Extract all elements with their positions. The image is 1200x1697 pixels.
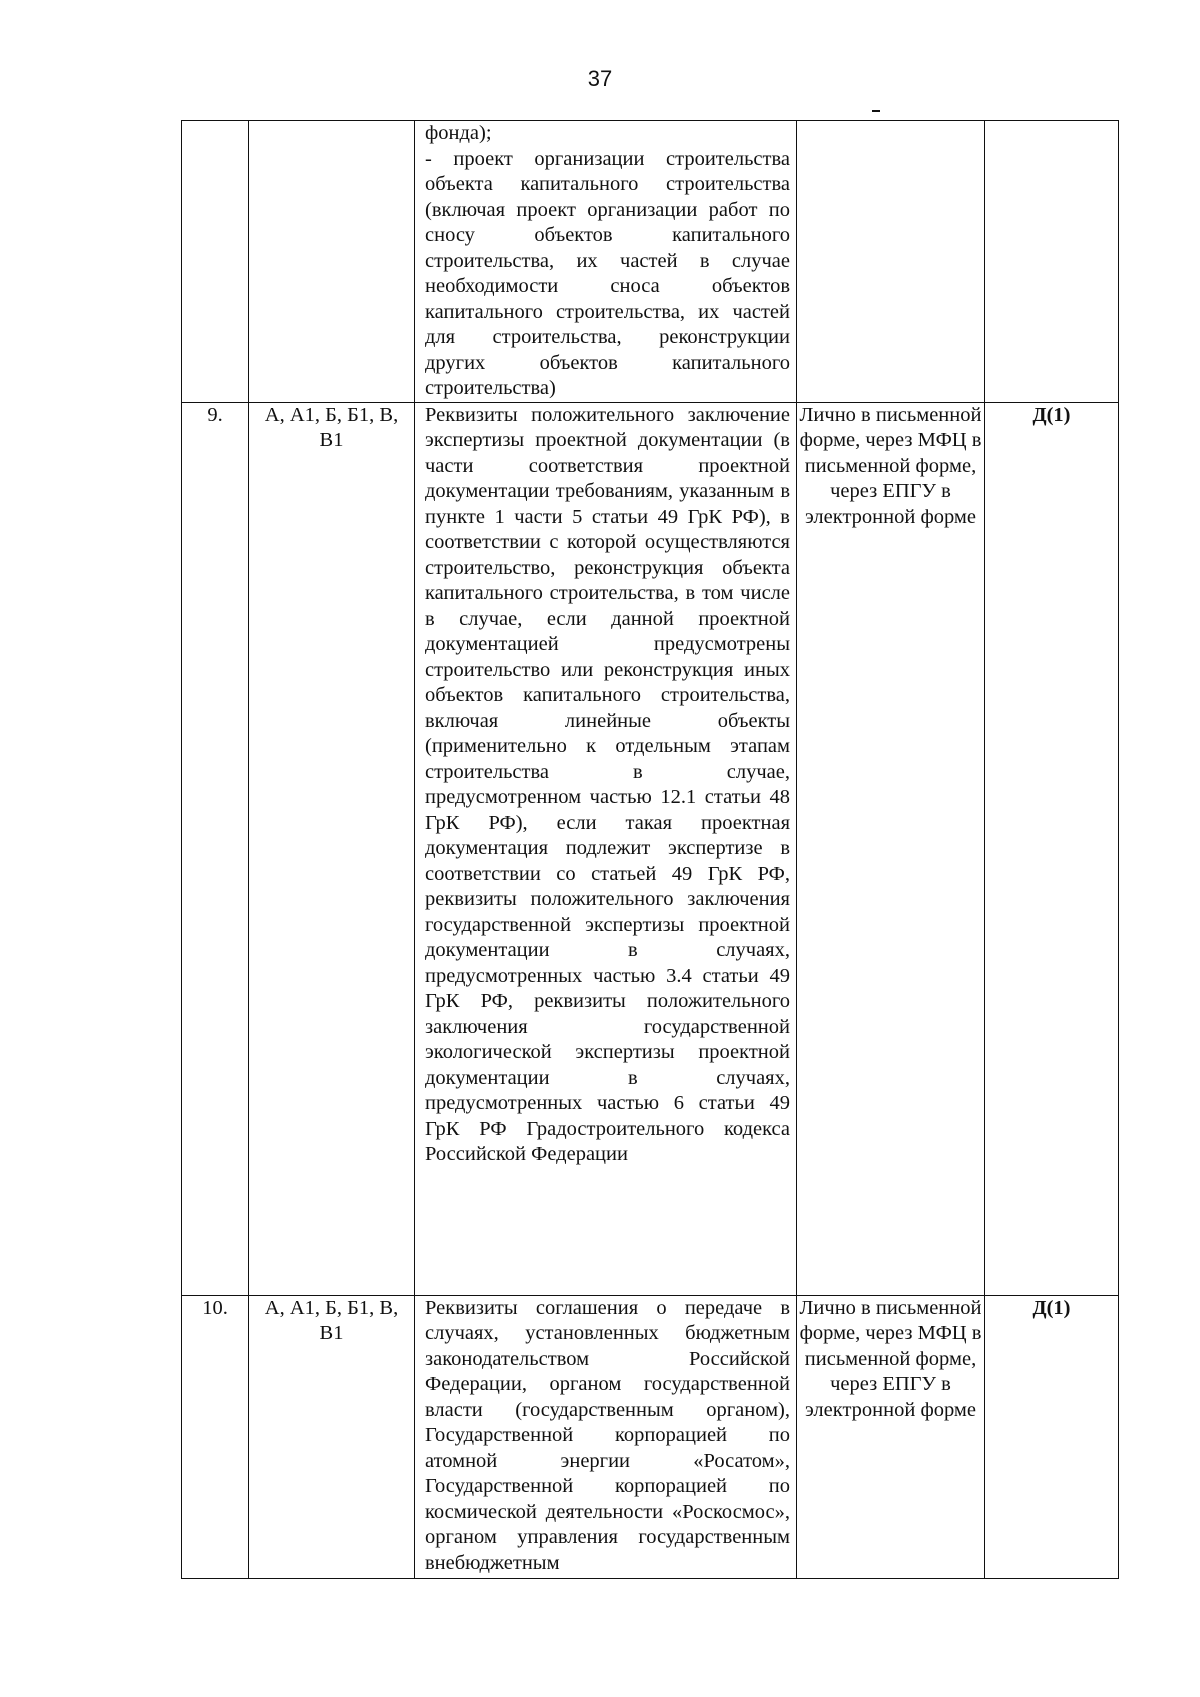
document-description-part1: фонда); [425, 122, 492, 144]
row-number-cell: 10. [182, 1295, 249, 1578]
row-number-cell: 9. [182, 402, 249, 1295]
documents-table [181, 120, 1119, 1579]
row-number-cell [182, 121, 249, 403]
submission-method-cell: Лично в письменной форме, через МФЦ в письменной форме, через ЕПГУ в электронной форме [797, 402, 985, 1295]
dash-mark [872, 110, 880, 112]
document-description-cell: Реквизиты положительного заключение экспертизы проектной документации (в части соответствия проектной документации требованиям, указанным в пункте 1 части 5 статьи 49 ГрК РФ), в соответствии с которой осуществляются строительство, реконструкция объекта капитального строительства, в том числе в случае, если данной проектной документацией предусмотрены строительство или реконструкция иных объектов капитального строительства, включая линейные объекты (применительно к отдельным этапам строительства в случае, предусмотренном частью 12.1 статьи 48 ГрК РФ), если такая проектная документация подлежит экспертизе в соответствии со статьей 49 ГрК РФ, реквизиты положительного заключения государственной экспертизы проектной документации в случаях, предусмотренных частью 3.4 статьи 49 ГрК РФ, реквизиты положительного заключения государственной экологической экспертизы проектной документации в случаях, предусмотренных частью 6 статьи 49 ГрК РФ Градостроительного кодекса Российской Федерации [415, 402, 797, 1295]
page-number: 37 [587, 66, 613, 91]
submission-method-cell: Лично в письменной форме, через МФЦ в письменной форме, через ЕПГУ в электронной форме [797, 1295, 985, 1578]
document-description-cell [415, 121, 797, 403]
applicant-category-cell: А, А1, Б, Б1, В, В1 [249, 402, 415, 1295]
applicant-category-cell: А, А1, Б, Б1, В, В1 [249, 1295, 415, 1578]
table-row [182, 121, 1119, 403]
document-code-cell: Д(1) [985, 402, 1119, 1295]
table-row [182, 402, 1119, 1295]
table-row [182, 1295, 1119, 1578]
document-description-cell: Реквизиты соглашения о передаче в случаях, установленных бюджетным законодательством Российской Федерации, органом государственной власти (государственным органом), Государственной корпорацией по атомной энергии «Росатом», Государственной корпорацией по космической деятельности «Роскосмос», органом управления государственным внебюджетным [415, 1295, 797, 1578]
submission-method-cell [797, 121, 985, 403]
document-description-part2: - проект организации строительства объекта капитального строительства (включая проект организации работ по сносу объектов капитального строительства, их частей в случае необходимости сноса объектов капитального строительства, их частей для строительства, реконструкции других объектов капитального строительства) [425, 147, 790, 399]
document-code-cell: Д(1) [985, 1295, 1119, 1578]
document-code-cell [985, 121, 1119, 403]
applicant-category-cell [249, 121, 415, 403]
